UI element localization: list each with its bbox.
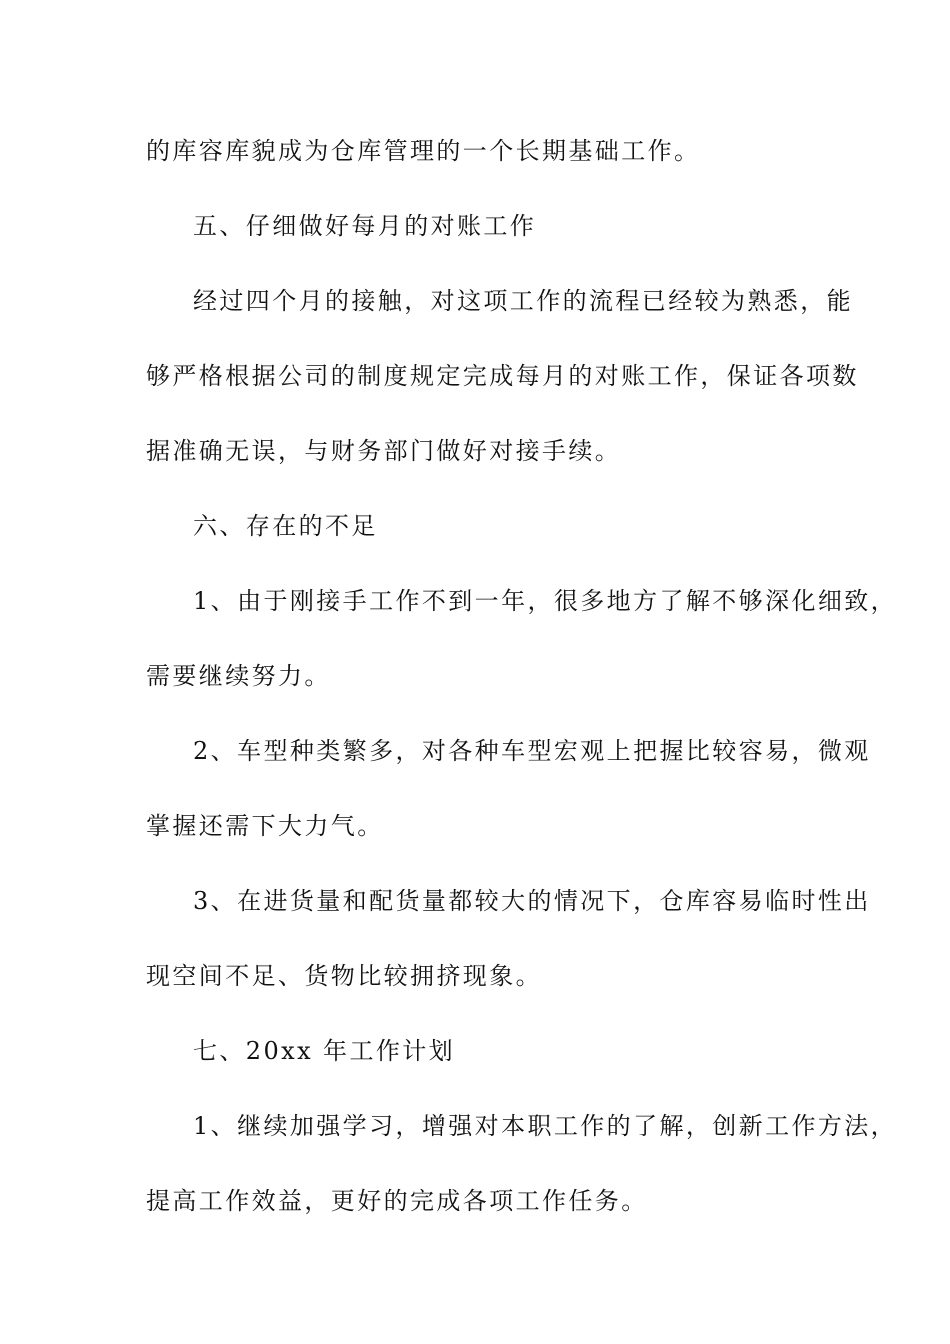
- list-item-line: 1、由于刚接手工作不到一年，很多地方了解不够深化细致，: [193, 587, 898, 615]
- section-heading: 五、仔细做好每月的对账工作: [193, 212, 537, 240]
- list-item-line: 掌握还需下大力气。: [146, 812, 384, 840]
- section-heading: 七、20xx 年工作计划: [193, 1037, 456, 1065]
- list-item-line: 需要继续努力。: [146, 662, 331, 690]
- body-text-line: 的库容库貌成为仓库管理的一个长期基础工作。: [146, 137, 701, 165]
- body-text-line: 据准确无误，与财务部门做好对接手续。: [146, 437, 622, 465]
- list-item-line: 提高工作效益，更好的完成各项工作任务。: [146, 1187, 648, 1215]
- body-text-line: 够严格根据公司的制度规定完成每月的对账工作，保证各项数: [146, 362, 859, 390]
- list-item-line: 2、车型种类繁多，对各种车型宏观上把握比较容易，微观: [193, 737, 871, 765]
- list-item-line: 现空间不足、货物比较拥挤现象。: [146, 962, 542, 990]
- section-heading: 六、存在的不足: [193, 512, 378, 540]
- list-item-line: 3、在进货量和配货量都较大的情况下，仓库容易临时性出: [193, 887, 871, 915]
- body-text-line: 经过四个月的接触，对这项工作的流程已经较为熟悉，能: [193, 287, 853, 315]
- list-item-line: 1、继续加强学习，增强对本职工作的了解，创新工作方法，: [193, 1112, 898, 1140]
